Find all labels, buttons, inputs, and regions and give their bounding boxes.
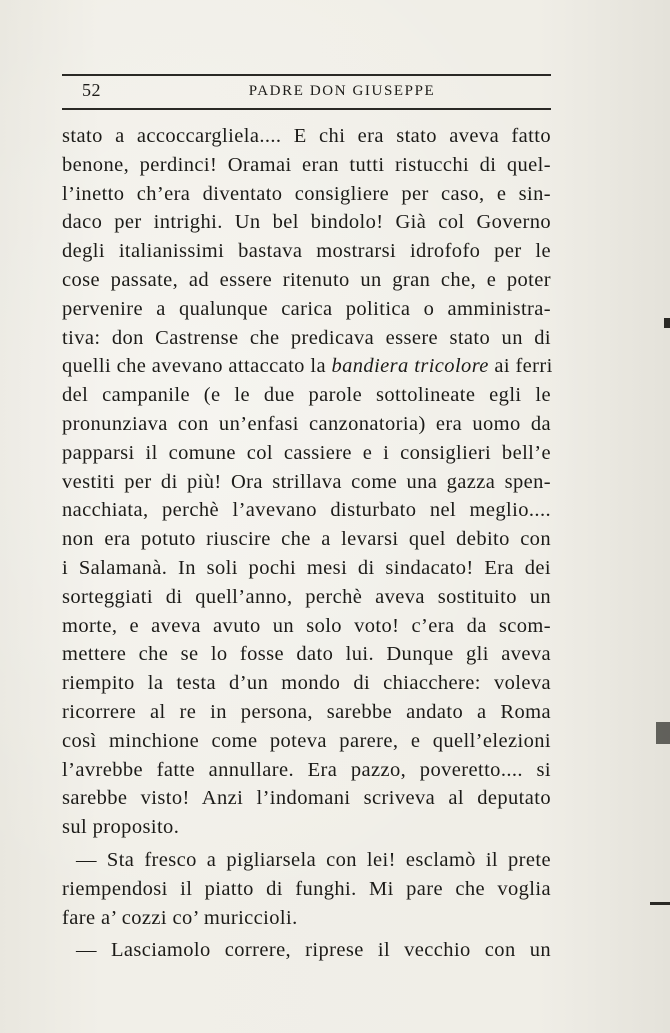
text-line: l’inetto ch’era diventato consigliere per caso, e sin- [62,182,551,205]
text-fragment: ai ferri [488,355,553,378]
text-line: ricorrere al re in persona, sarebbe andato a Roma [62,700,551,723]
text-line: fare a’ cozzi co’ muriccioli. [62,906,298,929]
text-line: daco per intrighi. Un bel bindolo! Già col Governo [62,211,551,234]
scan-edge-mark [656,722,670,744]
text-line: tiva: don Castrense che predicava essere stato un di [62,326,551,349]
text-line: sul proposito. [62,816,180,839]
text-line: degli italianissimi bastava mostrarsi idrofofo per le [62,240,551,263]
page-number: 52 [82,80,101,100]
header-rule-bottom [62,108,551,110]
text-line: papparsi il comune col cassiere e i consiglieri bell’e [62,441,551,464]
text-line: vestiti per di più! Ora strillava come una gazza spen- [62,470,551,493]
text-line: pronunziava con un’enfasi canzonatoria) era uomo da [62,412,551,435]
text-line: così minchione come poteva parere, e quell’elezioni [62,729,551,752]
scan-edge-mark [664,318,670,328]
text-line: cose passate, ad essere ritenuto un gran che, e poter [62,268,551,291]
running-title: PADRE DON GIUSEPPE [248,83,436,99]
text-line: sorteggiati di quell’anno, perchè aveva sostituito un [62,585,551,608]
scan-edge-mark [650,902,670,905]
text-line: riempendosi il piatto di funghi. Mi pare che voglia [62,877,551,900]
text-line: nacchiata, perchè l’avevano disturbato nel meglio.... [62,499,551,522]
text-line: — Sta fresco a pigliarsela con lei! esclamò il prete [76,848,551,871]
text-line: non era potuto riuscire che a levarsi quel debito con [62,528,551,551]
text-line: sarebbe visto! Anzi l’indomani scriveva al deputato [62,787,551,810]
text-line: — Lasciamolo correre, riprese il vecchio con un [76,939,551,962]
header-rule-top [62,74,551,76]
text-line: morte, e aveva avuto un solo voto! c’era da scom- [62,614,551,637]
running-header [62,80,551,104]
text-line-with-italic [62,352,551,381]
italic-phrase: bandiera tricolore [331,355,489,378]
text-fragment: quelli che avevano attaccato la [62,355,332,378]
text-line: l’avrebbe fatte annullare. Era pazzo, poveretto.... si [62,758,551,781]
text-line: del campanile (e le due parole sottolineate egli le [62,384,551,407]
text-line: stato a accoccargliela.... E chi era stato aveva fatto [62,125,551,147]
body-text [62,122,551,965]
text-line: mettere che se lo fosse dato lui. Dunque gli aveva [62,643,551,666]
text-line: riempito la testa d’un mondo di chiacchere: voleva [62,672,551,695]
text-line: benone, perdinci! Oramai eran tutti ristucchi di quel- [62,153,551,176]
text-line: i Salamanà. In soli pochi mesi di sindacato! Era dei [62,556,551,579]
text-line: pervenire a qualunque carica politica o amministra- [62,297,551,320]
